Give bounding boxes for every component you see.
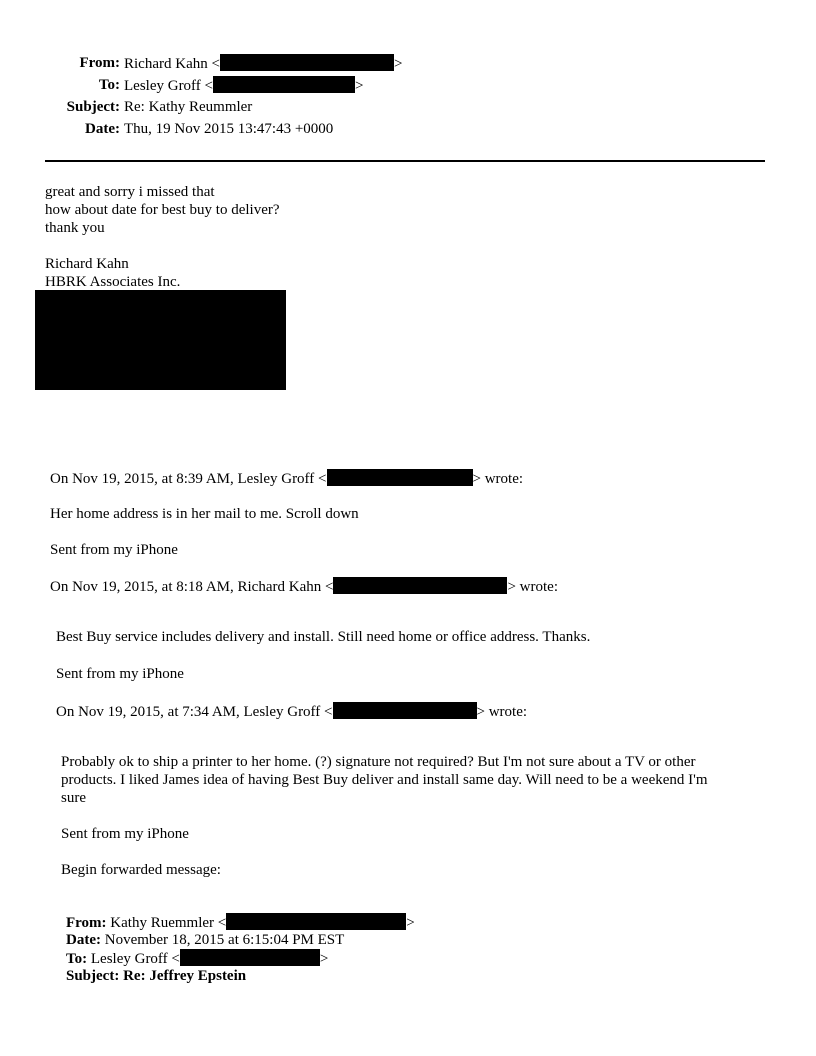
quote-text: Probably ok to ship a printer to her home. (?) signature not required? But I'm not sure about a TV or other <box>61 754 696 770</box>
fwd-date-value: November 18, 2015 at 6:15:04 PM EST <box>104 932 345 948</box>
quote-text: Best Buy service includes delivery and install. Still need home or office address. Thanks. <box>56 629 591 645</box>
body-line: thank you <box>45 220 105 236</box>
fwd-from-value: Kathy Ruemmler <box>110 915 215 931</box>
signature-company: HBRK Associates Inc. <box>45 274 181 290</box>
fwd-to-value: Lesley Groff <box>90 951 168 967</box>
quote-intro-suffix: wrote: <box>519 579 558 595</box>
date-value: Thu, 19 Nov 2015 13:47:43 +0000 <box>124 121 334 137</box>
redacted-email <box>180 949 320 966</box>
sent-from: Sent from my iPhone <box>61 826 189 842</box>
subject-label: Subject: <box>66 99 120 115</box>
redacted-email <box>333 702 477 719</box>
redacted-email <box>220 54 394 71</box>
quote-intro-text: On Nov 19, 2015, at 8:39 AM, Lesley Groff <box>50 471 315 487</box>
from-label: From: <box>79 55 120 71</box>
quote-text: products. I liked James idea of having Best Buy deliver and install same day. Will need to be a weekend I'm <box>61 772 708 788</box>
begin-forwarded: Begin forwarded message: <box>61 862 221 878</box>
to-label: To: <box>98 77 120 93</box>
quote-intro-suffix: wrote: <box>484 471 524 487</box>
fwd-date-label: Date: <box>66 932 101 948</box>
quote-text: sure <box>61 790 86 806</box>
redacted-email <box>226 913 406 930</box>
to-value: Lesley Groff <box>124 78 201 94</box>
redacted-email <box>333 577 507 594</box>
fwd-from: From: Kathy Ruemmler < > <box>66 915 415 931</box>
fwd-subject <box>66 967 246 985</box>
from-field: Richard Kahn < > <box>124 56 403 72</box>
sent-from: Sent from my iPhone <box>56 666 184 682</box>
quote-intro-text: On Nov 19, 2015, at 8:18 AM, Richard Kahn <box>50 579 322 595</box>
redacted-signature-block <box>35 290 286 390</box>
quote-intro: On Nov 19, 2015, at 7:34 AM, Lesley Groff < > wrote: <box>56 704 528 720</box>
quote-text: Her home address is in her mail to me. Scroll down <box>50 506 359 522</box>
fwd-subject-label: Subject: <box>66 968 120 984</box>
fwd-to-label: To: <box>66 951 88 967</box>
body-line: great and sorry i missed that <box>45 184 215 200</box>
redacted-email <box>327 469 473 486</box>
redacted-email <box>213 76 355 93</box>
header-divider <box>45 160 765 162</box>
quote-intro: On Nov 19, 2015, at 8:18 AM, Richard Kahn < > wrote: <box>50 579 558 595</box>
signature-name: Richard Kahn <box>45 256 129 272</box>
fwd-to: To: Lesley Groff < > <box>66 951 329 967</box>
fwd-subject-value: Re: Jeffrey Epstein <box>123 968 247 984</box>
quote-intro-suffix: wrote: <box>488 704 528 720</box>
quote-intro: On Nov 19, 2015, at 8:39 AM, Lesley Groff < > wrote: <box>50 471 524 487</box>
to-field: Lesley Groff < > <box>124 78 364 94</box>
sent-from: Sent from my iPhone <box>50 542 178 558</box>
date-label: Date: <box>85 121 120 137</box>
body-line: how about date for best buy to deliver? <box>45 202 280 218</box>
quote-intro-text: On Nov 19, 2015, at 7:34 AM, Lesley Groff <box>56 704 321 720</box>
fwd-from-label: From: <box>66 915 107 931</box>
fwd-date <box>66 931 344 949</box>
subject-value: Re: Kathy Reummler <box>124 99 253 115</box>
from-value: Richard Kahn <box>124 56 208 72</box>
